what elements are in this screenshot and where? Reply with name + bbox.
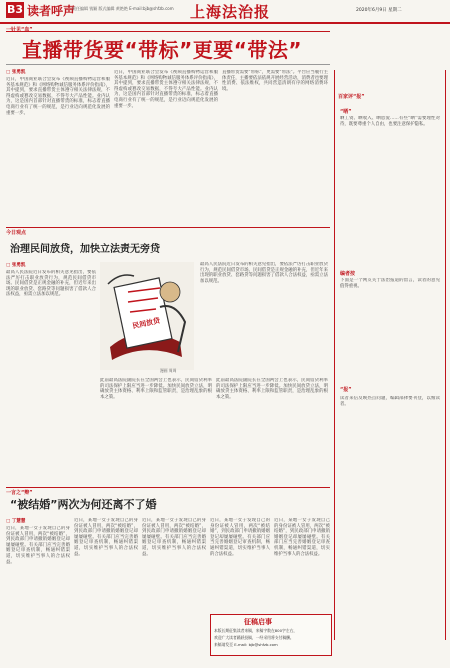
article-paragraph: 近日，某地一女子发现自己的身份证被人冒用，两次“被结婚”，到民政部门申请撤销婚姻登记却屡屡碰壁。有关部门应当完善婚姻登记审查机制，畅通纠错渠道，切实维护当事人的合法权益。	[210, 518, 270, 557]
article-paragraph: 近日，中国商业联合会发布《视频直播购物运营和服务基本规范》和《网络购物诚信服务体系评价指南》，其中提到，要求直播带货主体遵守相关法律法规，不得虚构或篡改交易数据，不得夸大产品性能。业内认为，这是国内首部针对直播带货的标准，标志着直播电商行业有了统一的规范，是行业迈向规范化发展的重要一步。	[114, 70, 218, 109]
page-number: B3	[6, 3, 24, 16]
main-headline: 直播带货要“带标”更要“带法”	[22, 38, 303, 62]
notice-title: 征稿启事	[244, 618, 272, 626]
column-label: 一针见“血”	[6, 27, 33, 33]
article-headline: 治理民间放贷，加快立法责无旁贷	[10, 244, 160, 255]
article-paragraph: 近日，某地一女子发现自己的身份证被人冒用，两次“被结婚”，到民政部门申请撤销婚姻登记却屡屡碰壁。有关部门应当完善婚姻登记审查机制，畅通纠错渠道，切实维护当事人的合法权益。	[6, 526, 70, 565]
illustration-caption: 民间放贷	[131, 316, 161, 331]
sidebar-item-title: 编者按	[340, 271, 356, 277]
notice-line: 欢迎广大读者踊跃投稿，一经采用将支付稿酬。	[214, 635, 294, 640]
sidebar-item-title: “报”	[340, 387, 352, 393]
sidebar-item-text: 读者来信反映热点问题，编辑部择要刊登，以飨读者。	[340, 396, 440, 407]
article-paragraph: 直播带货需要“带标”，更需要“带法”。平台应当履行主体责任，主播要依法依规开展经营活动，消费者也要理性消费、依法维权，共同营造清朗有序的网络消费环境。	[222, 70, 328, 92]
divider	[6, 31, 330, 32]
article-paragraph: 近日，某地一女子发现自己的身份证被人冒用，两次“被结婚”，到民政部门申请撤销婚姻登记却屡屡碰壁。有关部门应当完善婚姻登记审查机制，畅通纠错渠道，切实维护当事人的合法权益。	[74, 518, 138, 557]
article-paragraph: 最高人民法院近日发布的相关意见指出，要依法严厉打击职业放贷行为，规范民间借贷市场。民间借贷是正规金融的补充，但近年来出现的职业放贷、套路贷等问题损害了借款人合法权益，亟需立法加以规范。	[200, 262, 328, 284]
column-label: 今日观点	[6, 230, 27, 236]
article-paragraph: 最高人民法院近日发布的相关意见指出，要依法严厉打击职业放贷行为，规范民间借贷市场。民间借贷是正规金融的补充，但近年来出现的职业放贷、套路贷等问题损害了借款人合法权益，亟需立法加以规范。	[6, 270, 96, 298]
article-paragraph: 此前最高法院副院长在全国两会上也表示，民间借贷利率的司法保护上限应当进一步降低。加快民间放贷立法，明确放贷主体资格、利率上限和监管职责，是治理乱象的根本之策。	[100, 378, 212, 400]
newspaper-logo: 上海法治报	[190, 3, 271, 21]
divider	[6, 227, 330, 228]
notice-line: 来稿请发至 E-mail: bjb@shfzb.com	[214, 642, 278, 647]
sidebar-title: 百家评“报”	[338, 94, 365, 100]
issue-date: 2020年6月9日 星期二	[356, 8, 402, 13]
article-paragraph: 近日，某地一女子发现自己的身份证被人冒用，两次“被结婚”，到民政部门申请撤销婚姻登记却屡屡碰壁。有关部门应当完善婚姻登记审查机制，畅通纠错渠道，切实维护当事人的合法权益。	[274, 518, 330, 557]
cartoon-illustration	[100, 262, 194, 370]
editor-credits: 责任编辑 钱颖 版式编辑 黄艳艳 E-mail:bjb@shfzb.com	[72, 6, 174, 11]
byline: □ 丁慧慧	[6, 519, 26, 524]
sidebar-item-text: 下面是一个网友关于法治报道的留言，读者的意见值得重视。	[340, 278, 440, 289]
section-title: 读者呼声	[27, 4, 76, 18]
sidebar-item-title: “晒”	[340, 109, 352, 115]
divider	[6, 487, 330, 488]
byline: □ 张勇凯	[6, 263, 26, 268]
article-paragraph: 此前最高法院副院长在全国两会上也表示，民间借贷利率的司法保护上限应当进一步降低。加快民间放贷立法，明确放贷主体资格、利率上限和监管职责，是治理乱象的根本之策。	[216, 378, 328, 400]
notice-line: 本版长期征集读者来稿，来稿字数在800字左右，	[214, 628, 298, 633]
article-paragraph: 近日，某地一女子发现自己的身份证被人冒用，两次“被结婚”，到民政部门申请撤销婚姻登记却屡屡碰壁。有关部门应当完善婚姻登记审查机制，畅通纠错渠道，切实维护当事人的合法权益。	[142, 518, 206, 557]
sidebar-item-text: 晒工资、晒收入、晒恩爱……有些“晒”需要理性对待，既要尊重个人自由，也要注意保护隐私。	[340, 116, 440, 127]
illustration-credit: 漫画 周周	[160, 368, 177, 373]
column-label: 一言之“辩”	[6, 490, 33, 496]
divider	[6, 64, 330, 65]
article-headline: “被结婚”两次为何还离不了婚	[10, 498, 157, 511]
article-paragraph: 近日，中国商业联合会发布《视频直播购物运营和服务基本规范》和《网络购物诚信服务体系评价指南》，其中提到，要求直播带货主体遵守相关法律法规，不得虚构或篡改交易数据，不得夸大产品性能。业内认为，这是国内首部针对直播带货的标准，标志着直播电商行业有了统一的规范，是行业迈向规范化发展的重要一步。	[6, 77, 110, 116]
byline: □ 张勇凯	[6, 70, 26, 75]
